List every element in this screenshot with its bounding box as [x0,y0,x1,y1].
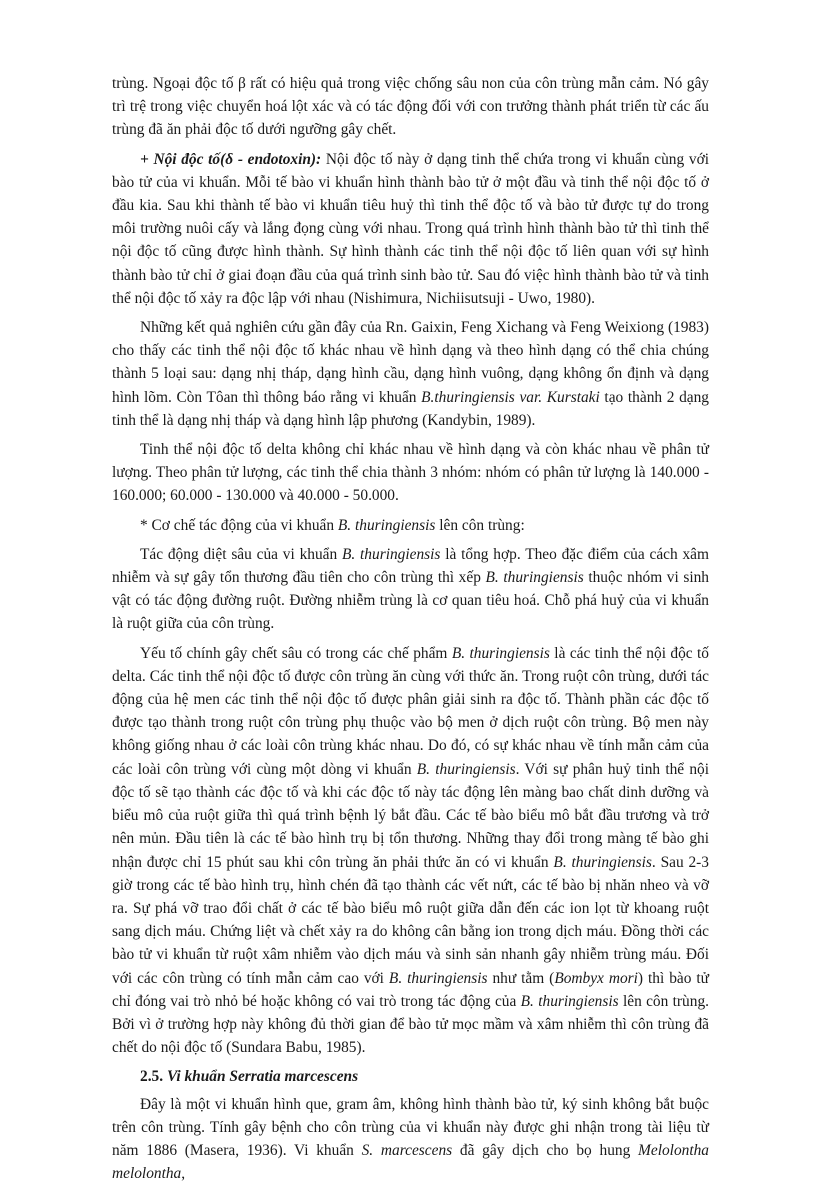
endotoxin-label: + Nội độc tố(δ - endotoxin): [140,150,322,168]
document-page [112,72,709,1191]
paragraph-delta-endotoxin: + Nội độc tố(δ - endotoxin): Nội độc tố này ở dạng tinh thể chứa trong vi khuẩn cùng với bào tử của vi khuẩn. Mỗi tế bào vi khuẩn hình thành bào tử ở một đầu và tinh thể nội độc tố ở đầu kia. Sau khi thành tế bào vi khuẩn tiêu huỷ thì tinh thể độc tố và bào tử được tự do trong môi trường nuôi cấy và lắng đọng cùng với nhau. Trong quá trình hình thành bào tử thì tinh thể nội độc tố cũng được hình thành. Sự hình thành các tinh thể nội độc tố liên quan với sự hình thành bào tử chỉ ở giai đoạn đầu của quá trình sinh bào tử. Sau đó việc hình thành bào tử và tinh thể nội độc tố xảy ra độc lập với nhau (Nishimura, Nichiisutsuji - Uwo, 1980). [112,150,709,307]
paragraph-insecticidal-action: Tác động diệt sâu của vi khuẩn B. thuringiensis là tổng hợp. Theo đặc điểm của cách xâm nhiễm và sự gây tổn thương đầu tiên cho côn trùng thì xếp B. thuringiensis thuộc nhóm vi sinh vật có tác động đường ruột. Đường nhiễm trùng là cơ quan tiêu hoá. Chỗ phá huỷ của vi khuẩn là ruột giữa của côn trùng. [112,545,709,633]
paragraph-molecular-weight: Tinh thể nội độc tố delta không chỉ khác nhau về hình dạng và còn khác nhau về phân tử lượng. Theo phân tử lượng, các tinh thể chia thành 3 nhóm: nhóm có phân tử lượng là 140.000 - 160.000; 60.000 - 130.000 và 40.000 - 50.000. [112,441,709,505]
paragraph-main-lethal-factor: Yếu tố chính gây chết sâu có trong các chế phẩm B. thuringiensis là các tinh thể nội độc tố delta. Các tinh thể nội độc tố được côn trùng ăn cùng với thức ăn. Trong ruột côn trùng, dưới tác động của hệ men các tinh thể nội độc tố được phân giải sinh ra độc tố. Thành phần các độc tố được tạo thành trong ruột côn trùng phụ thuộc vào bộ men ở dịch ruột côn trùng. Bộ men này không giống nhau ở các loài côn trùng khác nhau. Do đó, có sự khác nhau về tính mẫn cảm của các loài côn trùng với cùng một dòng vi khuẩn B. thuringiensis. Với sự phân huỷ tinh thể nội độc tố sẽ tạo thành các độc tố và khi các độc tố này tác động lên màng bao chất dinh dưỡng và biểu mô của ruột giữa thì quá trình bệnh lý bắt đầu. Các tế bào biểu mô bắt đầu trương và trở nên mủn. Đầu tiên là các tế bào hình trụ bị tổn thương. Những thay đổi trong màng tế bào ghi nhận được chỉ 15 phút sau khi côn trùng ăn phải thức ăn có vi khuẩn B. thuringiensis. Sau 2-3 giờ trong các tế bào hình trụ, hình chén đã tạo thành các vết nứt, các tế bào bị nhăn nheo và vỡ ra. Sự phá vỡ trao đổi chất ở các tế bào biểu mô ruột giữa dẫn đến các ion lọt từ khoang ruột sang dịch máu. Chứng liệt và chết xảy ra do không cân bằng ion trong dịch máu. Đồng thời các bào tử vi khuẩn từ ruột xâm nhiễm vào dịch máu và sinh sản nhanh gây nhiễm trùng máu. Đối với các côn trùng có tính mẫn cảm cao với B. thuringiensis như tằm (Bombyx mori) thì bào tử chỉ đóng vai trò nhỏ bé hoặc không có vai trò trong tác động của B. thuringiensis lên côn trùng. Bởi vì ở trường hợp này không đủ thời gian để bào tử mọc mầm và xâm nhiễm thì côn trùng đã chết do nội độc tố (Sundara Babu, 1985). [112,644,710,1057]
paragraph-beta-exotoxin-end: trùng. Ngoại độc tố β rất có hiệu quả trong việc chống sâu non của côn trùng mẫn cảm. Nó gây trì trệ trong việc chuyển hoá lột xác và có tác động đối với con trưởng thành phát triển từ các ấu trùng đã ăn phải độc tố dưới ngưỡng gây chết. [112,75,709,139]
paragraph-crystal-shapes: Những kết quả nghiên cứu gần đây của Rn. Gaixin, Feng Xichang và Feng Weixiong (1983) cho thấy các tinh thể nội độc tố khác nhau về hình dạng và theo hình dạng có thể chia chúng thành 5 loại sau: dạng nhị tháp, dạng hình cầu, dạng hình vuông, dạng không ổn định và dạng hình lõm. Còn Tôan thì thông báo rằng vi khuẩn B.thuringiensis var. Kurstaki tạo thành 2 dạng tinh thể là dạng nhị tháp và dạng hình lập phương (Kandybin, 1989). [112,319,710,429]
paragraph-mechanism-title: * Cơ chế tác động của vi khuẩn B. thuringiensis lên côn trùng: [140,516,525,534]
section-heading-2-5: 2.5. Vi khuẩn Serratia marcescens [140,1068,359,1086]
paragraph-serratia: Đây là một vi khuẩn hình que, gram âm, không hình thành bào tử, ký sinh không bắt buộc trên côn trùng. Tính gây bệnh cho côn trùng của vi khuẩn này được ghi nhận trong tài liệu từ năm 1886 (Masera, 1936). Vi khuẩn S. marcescens đã gây dịch cho bọ hung Melolontha melolontha, [112,1095,710,1183]
